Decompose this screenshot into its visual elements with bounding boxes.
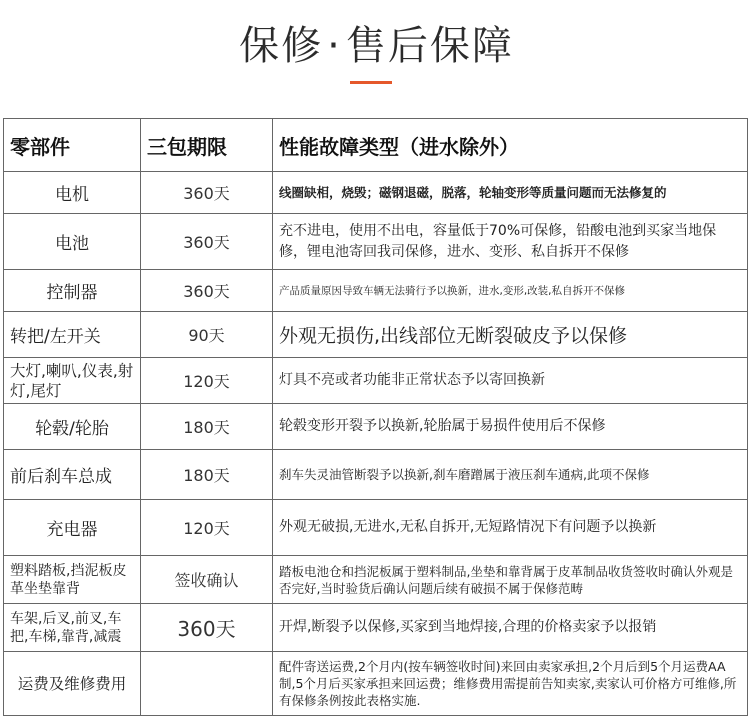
cell-part: 轮毂/轮胎 [4, 404, 141, 450]
cell-fault: 充不进电，使用不出电，容量低于70%可保修，铅酸电池到买家当地保修，锂电池寄回我司保修，进水、变形、私自拆开不保修 [273, 214, 748, 270]
cell-fault: 产品质量原因导致车辆无法骑行予以换新，进水,变形,改装,私自拆开不保修 [273, 270, 748, 312]
table-row [4, 652, 748, 716]
table-row [4, 500, 748, 556]
cell-part: 车架,后叉,前叉,车把,车梯,靠背,减震 [4, 604, 141, 652]
table-row [4, 214, 748, 270]
cell-fault: 线圈缺相，烧毁；磁钢退磁，脱落，轮轴变形等质量问题而无法修复的 [273, 172, 748, 214]
table-row [4, 404, 748, 450]
header-term: 三包期限 [141, 119, 273, 172]
cell-term: 360天 [141, 214, 273, 270]
cell-term: 180天 [141, 450, 273, 500]
cell-part: 电机 [4, 172, 141, 214]
table-row [4, 450, 748, 500]
cell-part: 前后刹车总成 [4, 450, 141, 500]
title-left: 保修 [239, 23, 324, 69]
cell-term: 360天 [141, 270, 273, 312]
table-header-row [4, 119, 748, 172]
cell-term: 120天 [141, 500, 273, 556]
cell-fault: 灯具不亮或者功能非正常状态予以寄回换新 [273, 358, 748, 404]
table-row [4, 358, 748, 404]
cell-part: 转把/左开关 [4, 312, 141, 358]
page-title [0, 18, 753, 74]
title-underline [350, 81, 392, 84]
table-row [4, 312, 748, 358]
cell-term: 90天 [141, 312, 273, 358]
cell-fault: 刹车失灵油管断裂予以换新,刹车磨蹭属于液压刹车通病,此项不保修 [273, 450, 748, 500]
cell-part: 充电器 [4, 500, 141, 556]
cell-fault: 开焊,断裂予以保修,买家到当地焊接,合理的价格卖家予以报销 [273, 604, 748, 652]
cell-part: 塑料踏板,挡泥板皮革坐垫靠背 [4, 556, 141, 604]
cell-fault: 轮毂变形开裂予以换新,轮胎属于易损件使用后不保修 [273, 404, 748, 450]
cell-fault: 配件寄送运费,2个月内(按车辆签收时间)来回由卖家承担,2个月后到5个月运费AA制,5个月后买家承担来回运费；维修费用需提前告知卖家,卖家认可价格方可维修,所有保修条例按此表格实施. [273, 652, 748, 716]
cell-fault: 外观无损伤,出线部位无断裂破皮予以保修 [273, 312, 748, 358]
cell-term [141, 652, 273, 716]
table-body [4, 172, 748, 716]
cell-term: 180天 [141, 404, 273, 450]
cell-part: 运费及维修费用 [4, 652, 141, 716]
title-right: 售后保障 [345, 23, 514, 69]
warranty-table [3, 118, 748, 716]
cell-part: 控制器 [4, 270, 141, 312]
cell-term: 120天 [141, 358, 273, 404]
cell-term: 360天 [141, 172, 273, 214]
table-row [4, 172, 748, 214]
table-row [4, 270, 748, 312]
header-part: 零部件 [4, 119, 141, 172]
cell-term: 签收确认 [141, 556, 273, 604]
header-fault: 性能故障类型（进水除外） [273, 119, 748, 172]
table-row [4, 604, 748, 652]
cell-fault: 外观无破损,无进水,无私自拆开,无短路情况下有问题予以换新 [273, 500, 748, 556]
cell-term: 360天 [141, 604, 273, 652]
title-dot: · [327, 23, 342, 69]
table-row [4, 556, 748, 604]
cell-part: 电池 [4, 214, 141, 270]
cell-part: 大灯,喇叭,仪表,射灯,尾灯 [4, 358, 141, 404]
cell-fault: 踏板电池仓和挡泥板属于塑料制品,坐垫和靠背属于皮革制品收货签收时确认外观是否完好,当时验货后确认问题后续有破损不属于保修范畴 [273, 556, 748, 604]
